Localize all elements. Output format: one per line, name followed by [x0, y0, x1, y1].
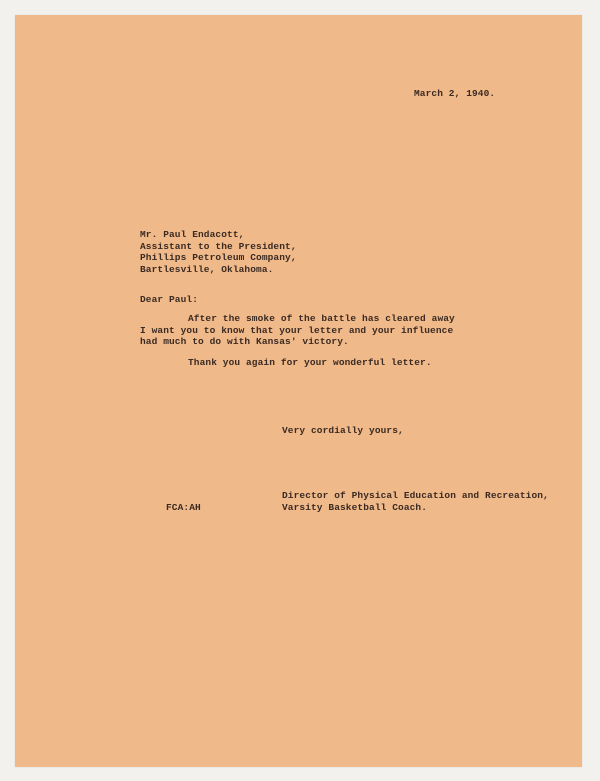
- recipient-address: [140, 229, 297, 275]
- salutation: Dear Paul:: [140, 294, 199, 305]
- signature-title-block: [282, 490, 549, 513]
- letter-date: March 2, 1940.: [414, 88, 496, 99]
- paragraph-line: I want you to know that your letter and your influence: [140, 324, 454, 336]
- recipient-line: Phillips Petroleum Company,: [140, 252, 297, 263]
- paragraph-line: Thank you again for your wonderful letter.: [188, 357, 432, 368]
- body-paragraph-1: [140, 313, 455, 348]
- paragraph-line: had much to do with Kansas' victory.: [140, 336, 349, 347]
- recipient-line: Bartlesville, Oklahoma.: [140, 263, 274, 275]
- recipient-line: Mr. Paul Endacott,: [140, 229, 245, 240]
- reference-initials: FCA:AH: [166, 502, 201, 513]
- body-paragraph-2: [140, 357, 432, 369]
- title-line: Varsity Basketball Coach.: [282, 501, 428, 513]
- letter-page: [15, 15, 582, 767]
- paragraph-line: After the smoke of the battle has cleared away: [188, 313, 455, 324]
- title-line: Director of Physical Education and Recreation,: [282, 490, 549, 501]
- recipient-line: Assistant to the President,: [140, 240, 297, 252]
- complimentary-closing: Very cordially yours,: [282, 425, 404, 436]
